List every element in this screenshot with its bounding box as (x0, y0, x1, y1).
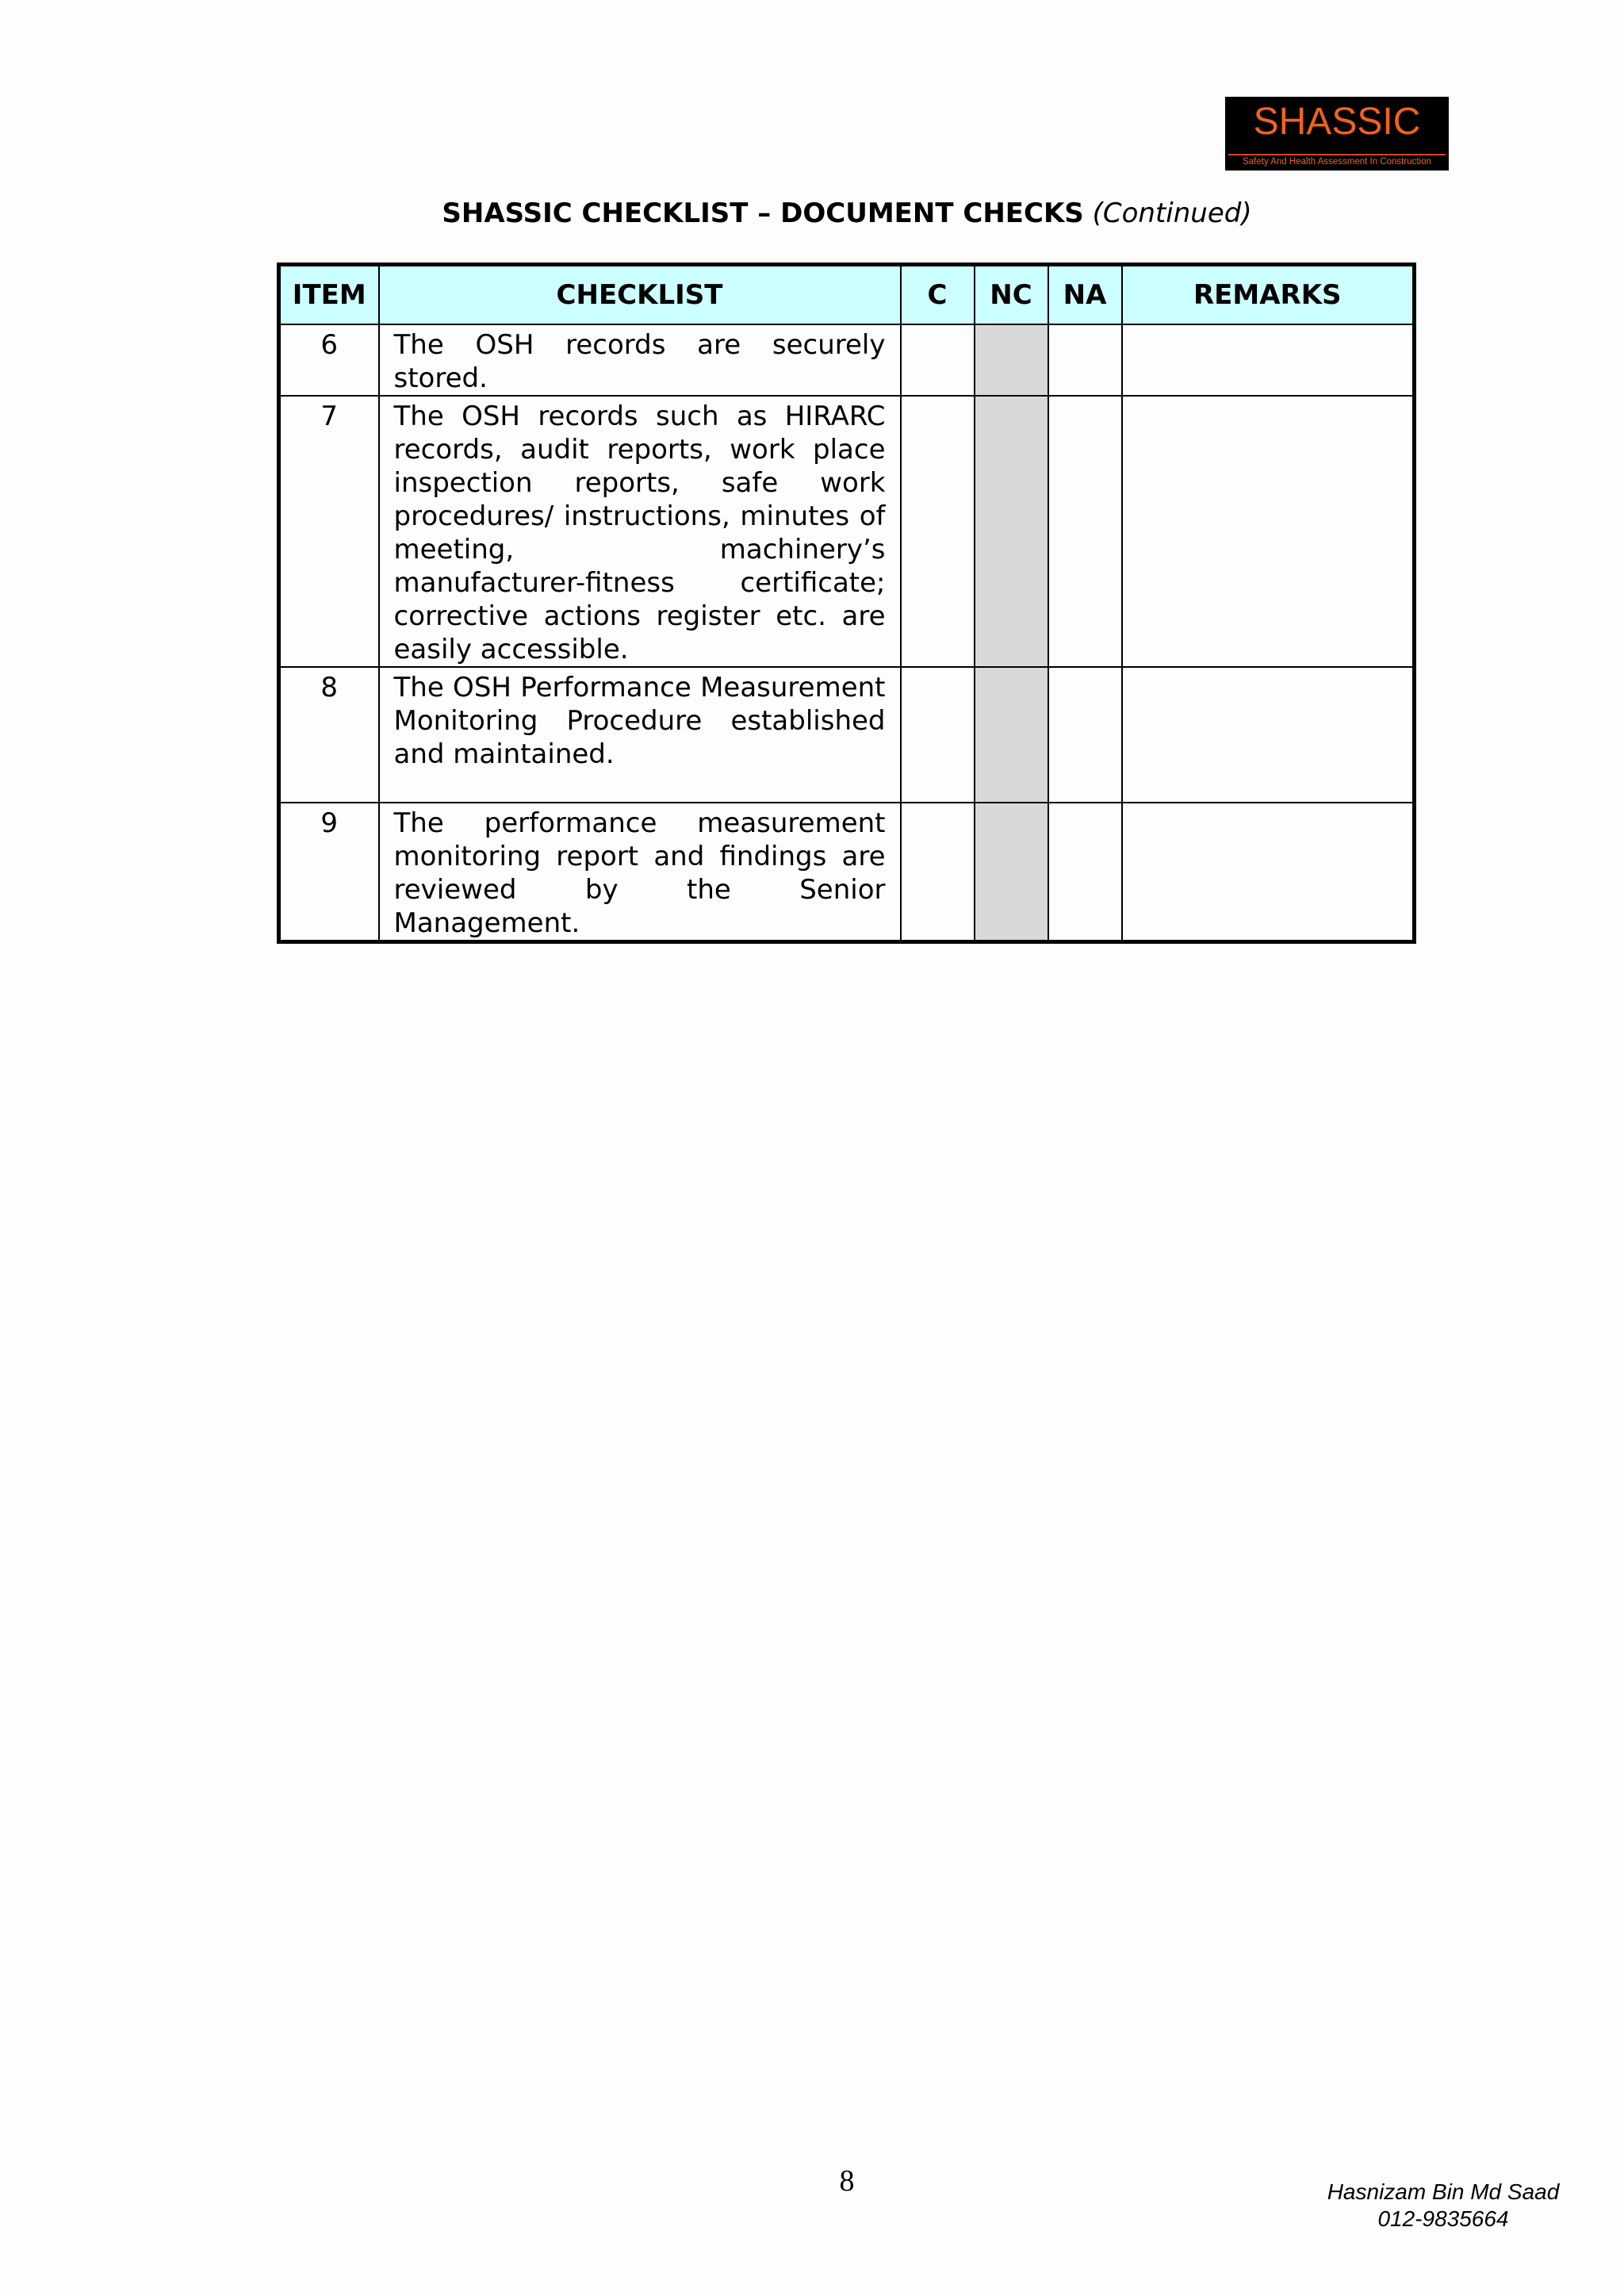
table-row (279, 803, 1415, 942)
item-number: 8 (279, 667, 379, 803)
checklist-text: The OSH records such as HIRARC records, audit reports, work place inspection reports, safe work procedures/ instructions, minutes of meeting, machinery’s manufacturer-fitness certificate; corrective actions register etc. are easily accessible. (379, 396, 901, 667)
logo-divider (1228, 154, 1446, 155)
item-number: 6 (279, 324, 379, 396)
logo-tagline: Safety And Health Assessment In Construction (1243, 157, 1431, 167)
checklist-text: The performance measurement monitoring report and findings are reviewed by the Senior Management. (379, 803, 901, 942)
na-cell[interactable] (1048, 324, 1122, 396)
remarks-cell[interactable] (1122, 803, 1415, 942)
checklist-text: The OSH Performance Measurement Monitoring Procedure established and maintained. (379, 667, 901, 803)
author-block (1300, 2179, 1586, 2233)
author-phone: 012-9835664 (1377, 2206, 1509, 2231)
header-c: C (901, 265, 975, 325)
remarks-cell[interactable] (1122, 396, 1415, 667)
remarks-cell[interactable] (1122, 667, 1415, 803)
nc-cell[interactable] (975, 324, 1048, 396)
header-nc: NC (975, 265, 1048, 325)
checklist-table (277, 263, 1416, 944)
c-cell[interactable] (901, 667, 975, 803)
title-main: SHASSIC CHECKLIST – DOCUMENT CHECKS (442, 197, 1084, 229)
remarks-cell[interactable] (1122, 324, 1415, 396)
na-cell[interactable] (1048, 396, 1122, 667)
page-number: 8 (839, 2164, 855, 2198)
header-na: NA (1048, 265, 1122, 325)
author-name: Hasnizam Bin Md Saad (1327, 2179, 1560, 2204)
header-item: ITEM (279, 265, 379, 325)
c-cell[interactable] (901, 803, 975, 942)
c-cell[interactable] (901, 324, 975, 396)
table-header-row (279, 265, 1415, 325)
nc-cell[interactable] (975, 803, 1048, 942)
table-row (279, 324, 1415, 396)
header-checklist: CHECKLIST (379, 265, 901, 325)
checklist-text: The OSH records are securely stored. (379, 324, 901, 396)
nc-cell[interactable] (975, 396, 1048, 667)
na-cell[interactable] (1048, 803, 1122, 942)
c-cell[interactable] (901, 396, 975, 667)
table-row (279, 396, 1415, 667)
na-cell[interactable] (1048, 667, 1122, 803)
logo-text: SHASSIC (1253, 101, 1421, 143)
document-title (0, 195, 1624, 232)
nc-cell[interactable] (975, 667, 1048, 803)
item-number: 9 (279, 803, 379, 942)
shassic-logo (1225, 97, 1449, 171)
table-row (279, 667, 1415, 803)
header-remarks: REMARKS (1122, 265, 1415, 325)
item-number: 7 (279, 396, 379, 667)
title-continued: (Continued) (1092, 197, 1252, 229)
